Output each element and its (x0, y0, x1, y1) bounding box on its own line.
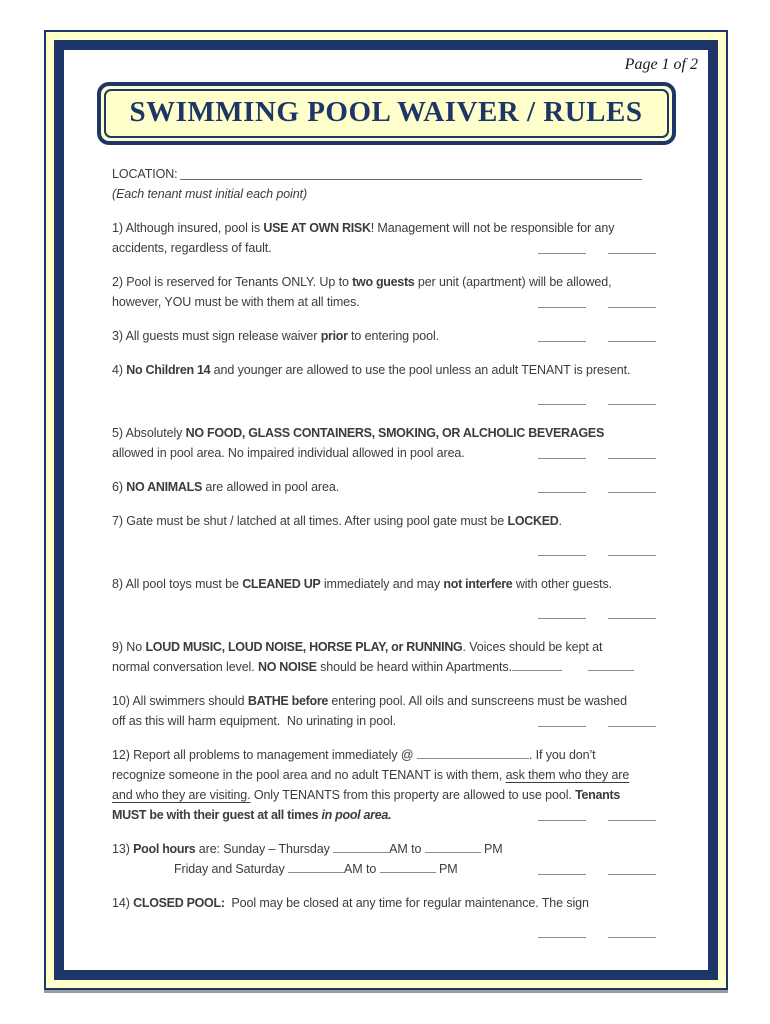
rule-line (112, 785, 656, 805)
text-segment: . If you don’t (528, 748, 596, 762)
text-segment: LOCKED (507, 514, 559, 528)
text-segment: and who they are visiting. (112, 788, 251, 802)
text-segment: 6) (112, 480, 127, 494)
form-blank[interactable] (588, 660, 634, 671)
rule-item-3 (112, 326, 656, 346)
text-segment: however, YOU must be with them at all times. (112, 295, 360, 309)
location-row (112, 164, 656, 184)
text-segment: 9) No (112, 640, 146, 654)
text-segment: per unit (apartment) will be allowed, (414, 275, 612, 289)
rule-line (112, 238, 656, 258)
rule-line (112, 893, 656, 913)
rule-item-5 (112, 423, 656, 463)
rule-line (112, 423, 656, 443)
text-segment: prior (320, 329, 348, 343)
text-segment: 5) Absolutely (112, 426, 186, 440)
initials-blanks (538, 865, 656, 875)
initial-blank[interactable] (608, 298, 656, 308)
initial-blank[interactable] (538, 811, 586, 821)
initial-instruction: (Each tenant must initial each point) (112, 187, 308, 201)
text-segment: with other guests. (512, 577, 612, 591)
text-segment: should be heard within Apartments. (316, 660, 512, 674)
rule-item-13 (112, 839, 656, 879)
text-segment: 1) Although insured, pool is (112, 221, 264, 235)
rule-line (112, 389, 656, 409)
initial-blank[interactable] (608, 395, 656, 405)
text-segment: Friday and Saturday (174, 862, 289, 876)
initials-blanks (538, 928, 656, 938)
text-segment: are: Sunday – Thursday (195, 842, 334, 856)
text-segment: . Voices should be kept at (462, 640, 603, 654)
text-segment: and younger are allowed to use the pool unless an adult TENANT is present. (210, 363, 631, 377)
text-segment: AM to (389, 842, 425, 856)
initial-blank[interactable] (538, 449, 586, 459)
rule-line (112, 218, 656, 238)
text-segment: MUST be with their guest at all times (112, 808, 322, 822)
title-banner (97, 82, 676, 145)
text-segment: LOUD MUSIC, LOUD NOISE, HORSE PLAY, or RUNNING (145, 640, 463, 654)
text-segment: NO NOISE (257, 660, 317, 674)
text-segment: AM to (344, 862, 380, 876)
location-label: LOCATION: (112, 167, 178, 181)
text-segment: 7) Gate must be shut / latched at all times. After using pool gate must be (112, 514, 508, 528)
rule-line (112, 657, 656, 677)
rule-item-9 (112, 637, 656, 677)
text-segment: off as this will harm equipment. No urinating in pool. (112, 714, 397, 728)
initials-blanks (538, 609, 656, 619)
rule-line (112, 805, 656, 825)
text-segment: 3) All guests must sign release waiver (112, 329, 321, 343)
text-segment: PM (480, 842, 503, 856)
text-segment: BATHE before (247, 694, 329, 708)
text-segment: NO FOOD, GLASS CONTAINERS, SMOKING, OR ALCHOLIC BEVERAGES (185, 426, 604, 440)
initial-blank[interactable] (538, 609, 586, 619)
initial-blank[interactable] (608, 717, 656, 727)
initial-blank[interactable] (538, 244, 586, 254)
text-segment: Pool hours (133, 842, 196, 856)
rule-line (112, 326, 656, 346)
rule-item-2 (112, 272, 656, 312)
initial-blank[interactable] (608, 928, 656, 938)
rule-line (112, 637, 656, 657)
rule-item-8 (112, 574, 656, 623)
text-segment: CLEANED UP (242, 577, 321, 591)
document-page-inner (54, 40, 718, 980)
form-blank[interactable] (333, 842, 389, 853)
document-body (64, 145, 708, 942)
text-segment: recognize someone in the pool area and no adult TENANT is with them, (112, 768, 506, 782)
text-segment: accidents, regardless of fault. (112, 241, 272, 255)
text-segment: Pool may be closed at any time for regular maintenance. The sign (224, 896, 589, 910)
text-segment: not interfere (443, 577, 513, 591)
text-segment: allowed in pool area. No impaired individual allowed in pool area. (112, 446, 465, 460)
rule-line (112, 839, 656, 859)
initial-blank[interactable] (538, 865, 586, 875)
rules-list (112, 218, 656, 942)
rule-line (112, 859, 656, 879)
initial-blank[interactable] (538, 546, 586, 556)
initial-blank[interactable] (538, 332, 586, 342)
initial-blank[interactable] (608, 332, 656, 342)
rule-item-1 (112, 218, 656, 258)
initials-blanks (538, 298, 656, 308)
form-blank[interactable] (425, 842, 481, 853)
text-segment: 10) All swimmers should (112, 694, 248, 708)
text-segment: USE AT OWN RISK (263, 221, 371, 235)
text-segment: normal conversation level. (112, 660, 258, 674)
rule-item-4 (112, 360, 656, 409)
location-blank[interactable] (180, 168, 642, 180)
text-segment: are allowed in pool area. (202, 480, 340, 494)
initial-blank[interactable] (608, 811, 656, 821)
initial-blank[interactable] (538, 928, 586, 938)
text-segment: 13) (112, 842, 134, 856)
initial-blank[interactable] (538, 483, 586, 493)
rule-item-6 (112, 477, 656, 497)
rule-line (112, 745, 656, 765)
initials-blanks (538, 244, 656, 254)
text-segment: NO ANIMALS (126, 480, 202, 494)
text-segment: to entering pool. (347, 329, 440, 343)
rule-line (112, 292, 656, 312)
initial-blank[interactable] (538, 298, 586, 308)
initials-blanks (538, 483, 656, 493)
form-blank[interactable] (417, 748, 529, 759)
rule-line (112, 691, 656, 711)
rule-item-14 (112, 893, 656, 942)
rule-line (112, 360, 656, 380)
text-segment: 12) Report all problems to management immediately @ (112, 748, 417, 762)
rule-item-7 (112, 511, 656, 560)
form-blank[interactable] (380, 862, 436, 873)
initial-blank[interactable] (608, 865, 656, 875)
initials-blanks (538, 546, 656, 556)
initial-blank[interactable] (608, 449, 656, 459)
text-segment: 4) (112, 363, 127, 377)
rule-line (112, 272, 656, 292)
text-segment: . (558, 514, 562, 528)
text-segment: 8) All pool toys must be (112, 577, 243, 591)
text-segment: entering pool. All oils and sunscreens must be washed (328, 694, 627, 708)
initial-blank[interactable] (538, 717, 586, 727)
rule-line (112, 765, 656, 785)
initials-blanks (538, 395, 656, 405)
initial-blank[interactable] (608, 483, 656, 493)
initial-blank[interactable] (608, 609, 656, 619)
rule-line (112, 511, 656, 531)
initials-blanks (538, 449, 656, 459)
text-segment: Only TENANTS from this property are allowed to use pool. (250, 788, 576, 802)
text-segment: two guests (352, 275, 415, 289)
text-segment: 14) (112, 896, 134, 910)
form-blank[interactable] (512, 660, 562, 671)
initial-blank[interactable] (608, 244, 656, 254)
rule-line (112, 477, 656, 497)
rule-line (112, 711, 656, 731)
text-segment: PM (435, 862, 458, 876)
page-number: Page 1 of 2 (624, 56, 698, 73)
rule-line (112, 574, 656, 594)
text-segment: in pool area. (321, 808, 392, 822)
document-title: SWIMMING POOL WAIVER / RULES (104, 89, 669, 138)
text-segment: No Children 14 (126, 363, 211, 377)
text-segment: Tenants (575, 788, 621, 802)
text-segment: ask them who they are (505, 768, 630, 782)
title-banner-row (64, 82, 708, 145)
rule-line (112, 540, 656, 560)
text-segment: ! Management will not be responsible for any (370, 221, 615, 235)
rule-line (112, 443, 656, 463)
document-page (44, 30, 728, 990)
initials-blanks (538, 811, 656, 821)
initials-blanks (538, 332, 656, 342)
text-segment: immediately and may (320, 577, 444, 591)
rule-line (112, 922, 656, 942)
initial-blank[interactable] (538, 395, 586, 405)
text-segment: CLOSED POOL: (133, 896, 225, 910)
rule-item-12 (112, 745, 656, 825)
rule-line (112, 603, 656, 623)
form-blank[interactable] (288, 862, 344, 873)
initials-blanks (538, 717, 656, 727)
text-segment: 2) Pool is reserved for Tenants ONLY. Up to (112, 275, 353, 289)
initial-blank[interactable] (608, 546, 656, 556)
rule-item-10 (112, 691, 656, 731)
